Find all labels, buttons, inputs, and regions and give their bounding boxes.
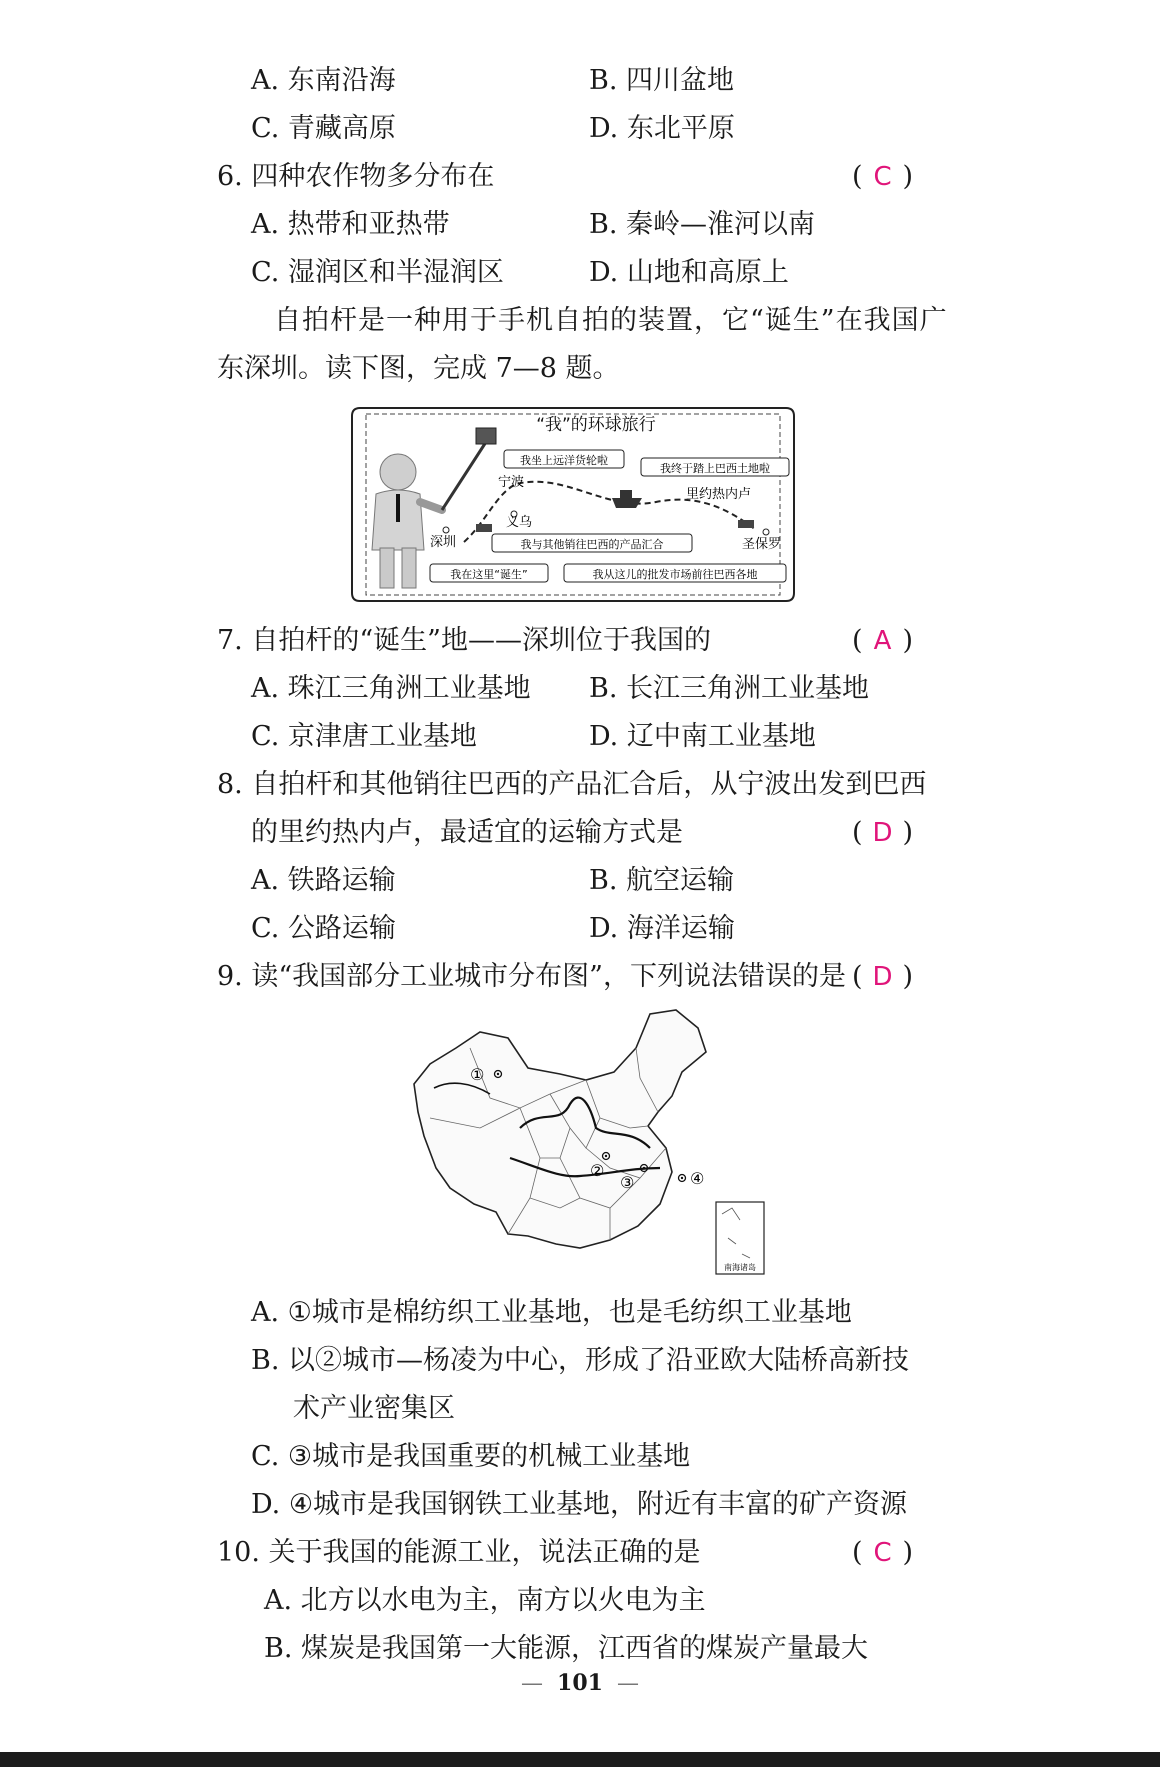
- phone-icon: [476, 428, 496, 444]
- bubble-ship: 我坐上远洋货轮啦: [520, 454, 608, 467]
- bubble-market: 我从这儿的批发市场前往巴西各地: [592, 568, 758, 581]
- inset-label: 南海诸岛: [724, 1263, 756, 1272]
- q9-option-d: D. ④城市是我国钢铁工业基地，附近有丰富的矿产资源: [251, 1489, 908, 1520]
- q8-option-c: C. 公路运输: [251, 913, 396, 944]
- q10-answer-bracket: ( C ): [852, 1537, 914, 1568]
- china-industrial-city-map: [410, 1008, 772, 1280]
- place-shenzhen: 深圳: [430, 535, 457, 550]
- pin-saopaulo: [763, 529, 769, 535]
- page-number-value: 101: [557, 1670, 603, 1696]
- bubble-brazil: 我终于踏上巴西土地啦: [660, 462, 770, 475]
- page-number: — 101 —: [521, 1670, 639, 1696]
- q7-option-d: D. 辽中南工业基地: [589, 721, 816, 752]
- q8-stem-line-1: 8. 自拍杆和其他销往巴西的产品汇合后，从宁波出发到巴西: [217, 769, 927, 800]
- q9-option-a: A. ①城市是棉纺织工业基地，也是毛纺织工业基地: [251, 1297, 852, 1328]
- q8-option-d: D. 海洋运输: [589, 913, 735, 944]
- q8-answer: D: [872, 818, 893, 848]
- q7-option-a: A. 珠江三角洲工业基地: [251, 673, 531, 704]
- truck-icon: [476, 524, 492, 532]
- q9-stem: 9. 读“我国部分工业城市分布图”，下列说法错误的是: [217, 961, 846, 992]
- q6-option-c: C. 湿润区和半湿润区: [251, 257, 504, 288]
- pin-shenzhen: [443, 527, 449, 533]
- truck-icon-2: [738, 520, 754, 528]
- passage-line-2: 东深圳。读下图，完成 7—8 题。: [217, 353, 620, 384]
- q10-option-b: B. 煤炭是我国第一大能源，江西省的煤炭产量最大: [264, 1633, 869, 1664]
- q7-answer: A: [873, 626, 892, 656]
- passage-line-1: 自拍杆是一种用于手机自拍的装置，它“诞生”在我国广: [274, 305, 948, 336]
- q5-option-b: B. 四川盆地: [589, 65, 735, 96]
- q7-answer-bracket: ( A ): [852, 625, 914, 656]
- bottom-bar: [0, 1752, 1160, 1767]
- q7-option-b: B. 长江三角洲工业基地: [589, 673, 870, 704]
- q6-answer-bracket: ( C ): [852, 161, 914, 192]
- place-rio: 里约热内卢: [686, 487, 752, 502]
- place-ningbo: 宁波: [498, 475, 525, 490]
- q9-option-b-line-1: B. 以②城市—杨凌为中心，形成了沿亚欧大陆桥高新技: [251, 1345, 910, 1376]
- q8-option-b: B. 航空运输: [589, 865, 735, 896]
- q10-stem: 10. 关于我国的能源工业，说法正确的是: [217, 1537, 701, 1568]
- q6-answer: C: [873, 162, 892, 192]
- q9-option-c: C. ③城市是我国重要的机械工业基地: [251, 1441, 691, 1472]
- china-outline: [414, 1010, 706, 1248]
- selfie-stick-icon: [442, 442, 486, 510]
- q8-option-a: A. 铁路运输: [251, 865, 396, 896]
- q5-option-d: D. 东北平原: [589, 113, 735, 144]
- q10-option-a: A. 北方以水电为主，南方以火电为主: [264, 1585, 706, 1616]
- bubble-born: 我在这里“诞生”: [450, 568, 528, 581]
- q10-answer: C: [873, 1538, 892, 1568]
- figure-title: “我”的环球旅行: [536, 415, 656, 435]
- q5-option-a: A. 东南沿海: [251, 65, 396, 96]
- place-saopaulo: 圣保罗: [742, 537, 782, 552]
- q8-answer-bracket: ( D ): [852, 817, 914, 848]
- q6-stem: 6. 四种农作物多分布在: [217, 161, 495, 192]
- q5-option-c: C. 青藏高原: [251, 113, 396, 144]
- q6-option-a: A. 热带和亚热带: [251, 209, 450, 240]
- q9-option-b-line-2: 术产业密集区: [293, 1393, 455, 1424]
- q9-answer: D: [872, 962, 893, 992]
- q6-option-b: B. 秦岭—淮河以南: [589, 209, 816, 240]
- q7-stem: 7. 自拍杆的“诞生”地——深圳位于我国的: [217, 625, 711, 656]
- bubble-merge: 我与其他销往巴西的产品汇合: [520, 538, 664, 551]
- selfie-journey-figure: [346, 402, 800, 607]
- q6-option-d: D. 山地和高原上: [589, 257, 789, 288]
- map-label-2: ②: [590, 1161, 605, 1180]
- q9-answer-bracket: ( D ): [852, 961, 914, 992]
- place-yiwu: 义乌: [506, 515, 533, 530]
- q8-stem-line-2: 的里约热内卢，最适宜的运输方式是: [251, 817, 683, 848]
- map-label-1: ①: [470, 1065, 485, 1084]
- ship-icon: [612, 498, 642, 508]
- q7-option-c: C. 京津唐工业基地: [251, 721, 477, 752]
- map-label-3: ③: [620, 1173, 635, 1192]
- map-label-4: ④: [690, 1169, 705, 1188]
